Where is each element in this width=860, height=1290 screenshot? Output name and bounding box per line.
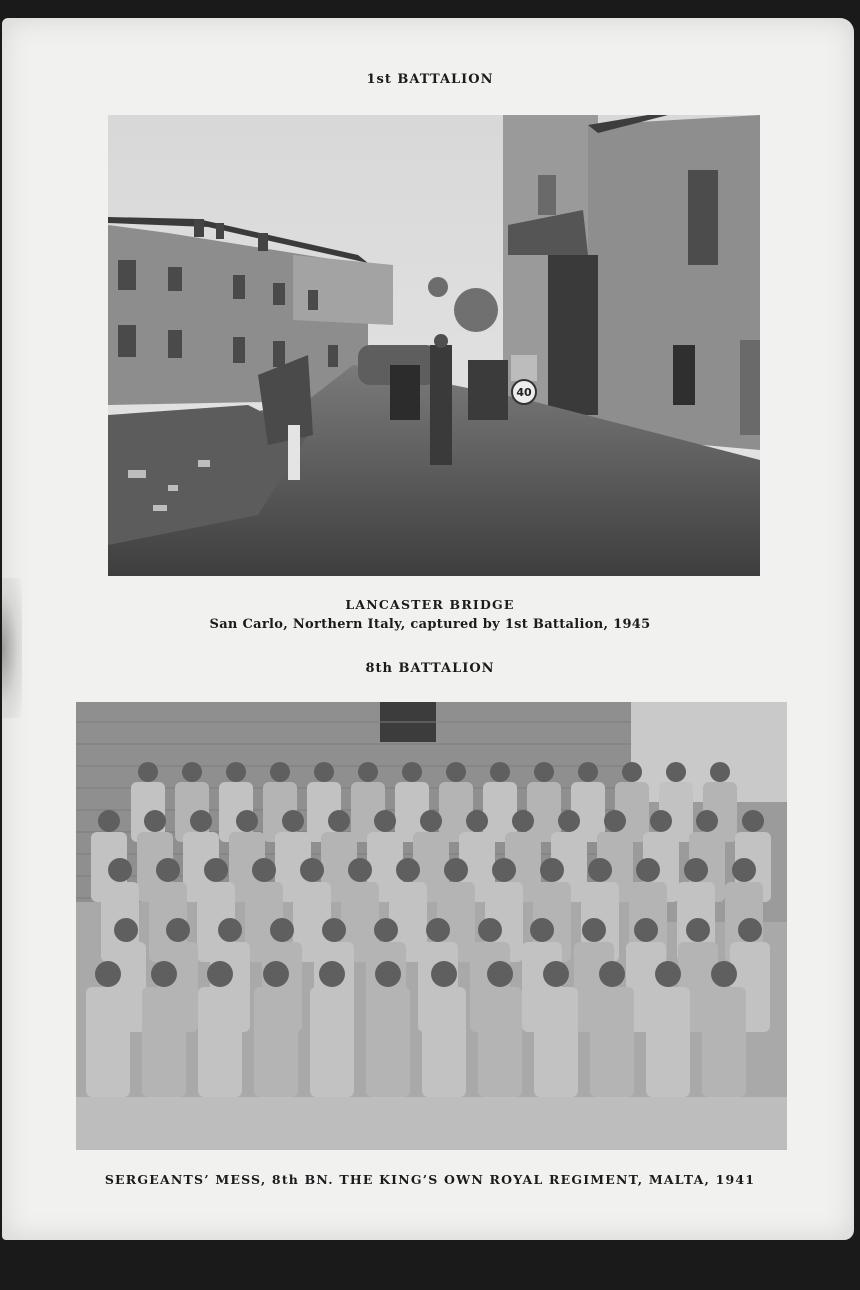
soldier-head <box>622 762 642 782</box>
soldier-head <box>156 858 180 882</box>
soldier-body <box>478 987 522 1097</box>
photo-lancaster-bridge <box>108 115 760 576</box>
soldier-head <box>182 762 202 782</box>
soldier-head <box>319 961 345 987</box>
soldier-head <box>204 858 228 882</box>
soldier-head <box>263 961 289 987</box>
soldier-body <box>534 987 578 1097</box>
soldier-head <box>226 762 246 782</box>
soldier-body <box>646 987 690 1097</box>
soldier-head <box>655 961 681 987</box>
soldier-head <box>207 961 233 987</box>
photo-sergeants-mess <box>76 702 787 1150</box>
soldier-head <box>252 858 276 882</box>
soldier-head <box>732 858 756 882</box>
soldier-head <box>374 918 398 942</box>
soldier-body <box>366 987 410 1097</box>
soldier-head <box>444 858 468 882</box>
soldier-head <box>582 918 606 942</box>
soldier-head <box>108 858 132 882</box>
soldier-head <box>328 810 350 832</box>
soldier-head <box>396 858 420 882</box>
soldier-head <box>686 918 710 942</box>
soldier-head <box>358 762 378 782</box>
soldier-head <box>446 762 466 782</box>
caption-sergeants-mess: SERGEANTS’ MESS, 8th BN. THE KING’S OWN ROYAL REGIMENT, MALTA, 1941 <box>104 1172 756 1187</box>
soldier-head <box>431 961 457 987</box>
soldier-body <box>142 987 186 1097</box>
soldier-body <box>702 987 746 1097</box>
soldier-head <box>711 961 737 987</box>
soldier-head <box>218 918 242 942</box>
soldier-head <box>696 810 718 832</box>
soldier-head <box>512 810 534 832</box>
soldier-head <box>604 810 626 832</box>
soldier-head <box>588 858 612 882</box>
soldier-head <box>166 918 190 942</box>
soldier-head <box>492 858 516 882</box>
soldier-head <box>684 858 708 882</box>
soldier-head <box>426 918 450 942</box>
soldier-head <box>348 858 372 882</box>
soldier-head <box>599 961 625 987</box>
soldier-head <box>578 762 598 782</box>
soldier-head <box>490 762 510 782</box>
soldier-head <box>634 918 658 942</box>
soldier-head <box>300 858 324 882</box>
soldier-body <box>86 987 130 1097</box>
soldier-head <box>402 762 422 782</box>
soldier-head <box>114 918 138 942</box>
caption-san-carlo: San Carlo, Northern Italy, captured by 1st Battalion, 1945 <box>209 617 651 632</box>
soldier-body <box>310 987 354 1097</box>
soldier-head <box>710 762 730 782</box>
soldier-head <box>478 918 502 942</box>
soldier-head <box>270 918 294 942</box>
soldier-head <box>420 810 442 832</box>
soldier-head <box>314 762 334 782</box>
soldier-body <box>590 987 634 1097</box>
soldier-head <box>540 858 564 882</box>
heading-8th-battalion: 8th BATTALION <box>365 661 495 676</box>
soldier-body <box>422 987 466 1097</box>
soldier-head <box>98 810 120 832</box>
soldier-body <box>198 987 242 1097</box>
soldier-head <box>530 918 554 942</box>
soldier-head <box>282 810 304 832</box>
soldier-head <box>650 810 672 832</box>
soldier-head <box>543 961 569 987</box>
soldier-head <box>95 961 121 987</box>
soldier-head <box>190 810 212 832</box>
soldier-head <box>558 810 580 832</box>
soldier-head <box>742 810 764 832</box>
soldier-head <box>144 810 166 832</box>
soldier-head <box>636 858 660 882</box>
caption-lancaster-bridge: LANCASTER BRIDGE <box>345 597 515 612</box>
soldier-head <box>375 961 401 987</box>
soldier-head <box>466 810 488 832</box>
soldier-head <box>738 918 762 942</box>
soldier-head <box>138 762 158 782</box>
soldier-head <box>487 961 513 987</box>
soldier-head <box>151 961 177 987</box>
road-sign-speed: 40 <box>516 386 532 399</box>
soldier-head <box>534 762 554 782</box>
soldier-body <box>254 987 298 1097</box>
soldier-head <box>666 762 686 782</box>
soldier-head <box>236 810 258 832</box>
soldier-head <box>322 918 346 942</box>
soldier-head <box>270 762 290 782</box>
heading-1st-battalion: 1st BATTALION <box>366 72 494 87</box>
soldier-head <box>374 810 396 832</box>
